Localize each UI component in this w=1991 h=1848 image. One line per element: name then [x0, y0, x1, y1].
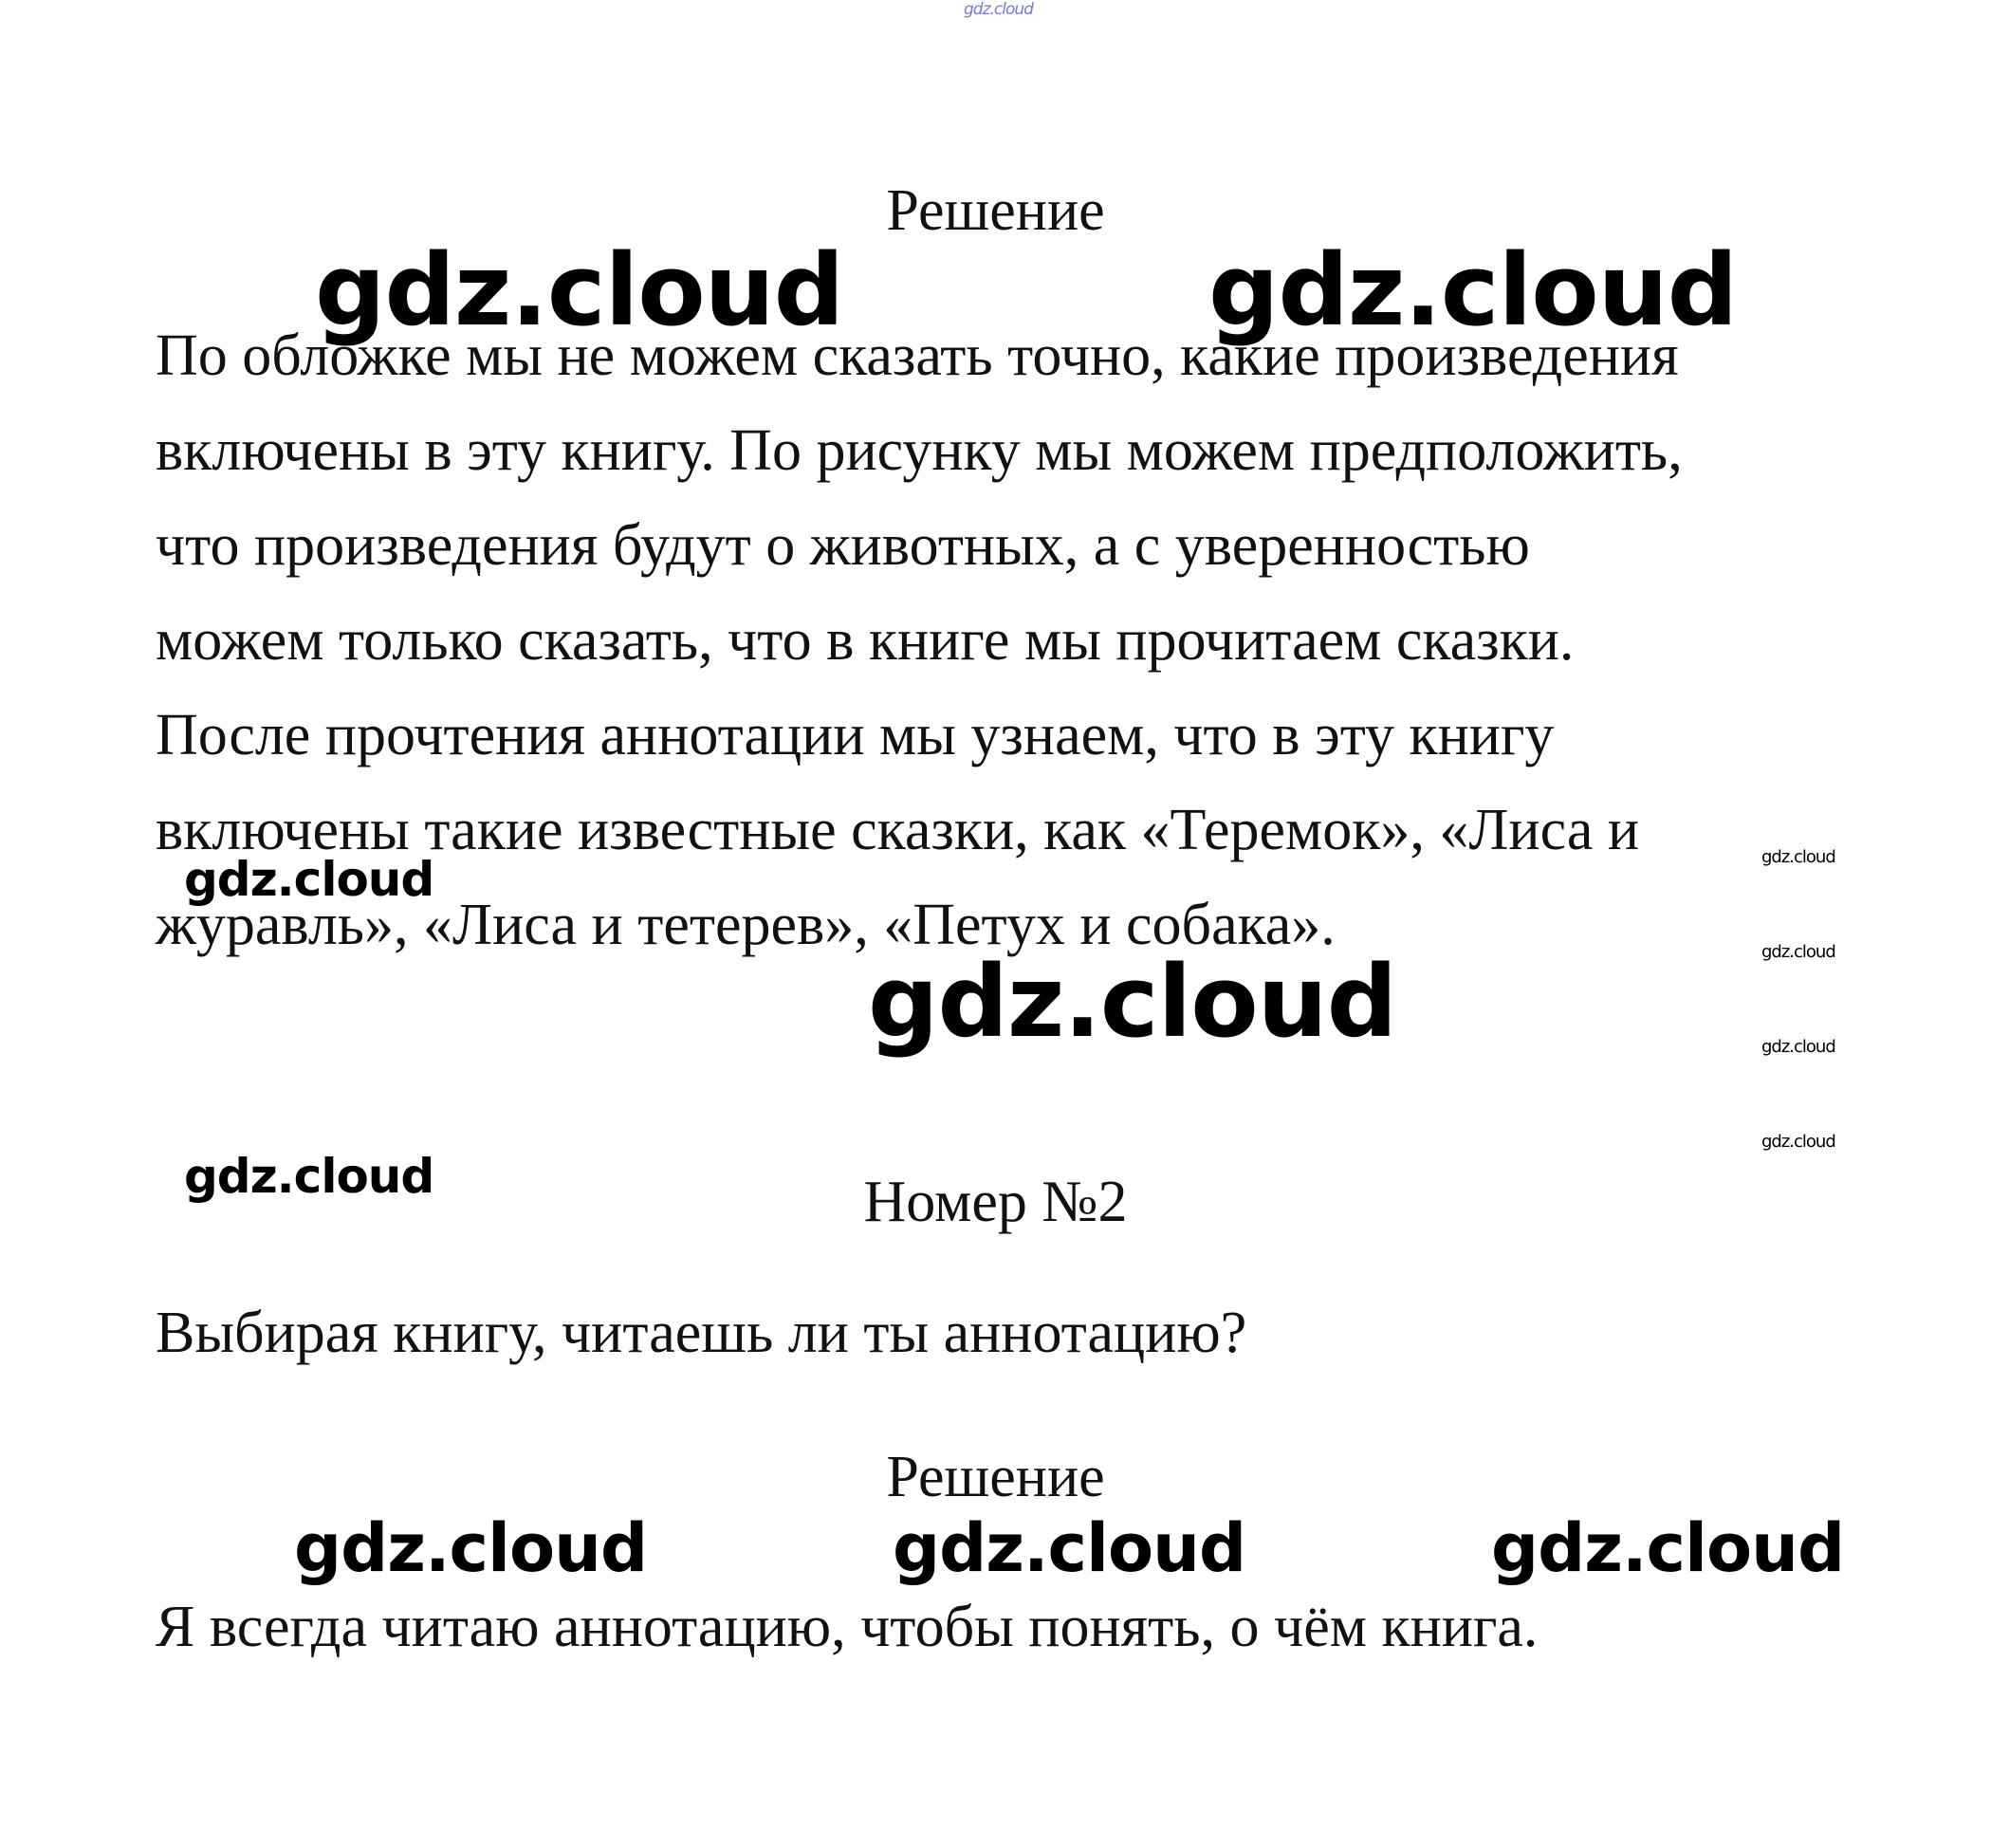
watermark: gdz.cloud: [1208, 232, 1738, 348]
watermark: gdz.cloud: [868, 944, 1397, 1060]
solution-2-text: [156, 1580, 1872, 1674]
watermark: gdz.cloud: [1761, 847, 1835, 867]
text-line: включены в эту книгу. По рисунку мы можем предположить,: [156, 418, 1683, 483]
watermark: gdz.cloud: [315, 232, 844, 348]
text-line: включены такие известные сказки, как «Теремок», «Лиса и: [156, 798, 1640, 862]
watermark: gdz.cloud: [294, 1509, 648, 1587]
watermark: gdz.cloud: [1761, 1037, 1835, 1057]
text-line: можем только сказать, что в книге мы прочитаем сказки.: [156, 608, 1575, 673]
watermark: gdz.cloud: [964, 0, 1033, 19]
text-line: После прочтения аннотации мы узнаем, что в эту книгу: [156, 703, 1555, 767]
watermark: gdz.cloud: [1761, 1132, 1835, 1152]
question-text: [156, 1285, 1872, 1380]
solution-heading-2: Решение: [886, 1445, 1105, 1509]
watermark: gdz.cloud: [1491, 1509, 1845, 1587]
watermark: gdz.cloud: [184, 1149, 434, 1204]
text-line: Выбирая книгу, читаешь ли ты аннотацию?: [156, 1301, 1247, 1365]
text-line: журавль», «Лиса и тетерев», «Петух и собака».: [156, 893, 1336, 957]
solution-heading-1: Решение: [886, 178, 1105, 243]
text-line: Я всегда читаю аннотацию, чтобы понять, о чём книга.: [156, 1595, 1539, 1659]
text-line: что произведения будут о животных, а с уверенностью: [156, 513, 1530, 578]
text-line: По обложке мы не можем сказать точно, какие произведения: [156, 323, 1679, 388]
watermark: gdz.cloud: [893, 1509, 1246, 1587]
watermark: gdz.cloud: [184, 852, 434, 907]
task-number-heading: Номер №2: [863, 1170, 1128, 1234]
watermark: gdz.cloud: [1761, 942, 1835, 962]
